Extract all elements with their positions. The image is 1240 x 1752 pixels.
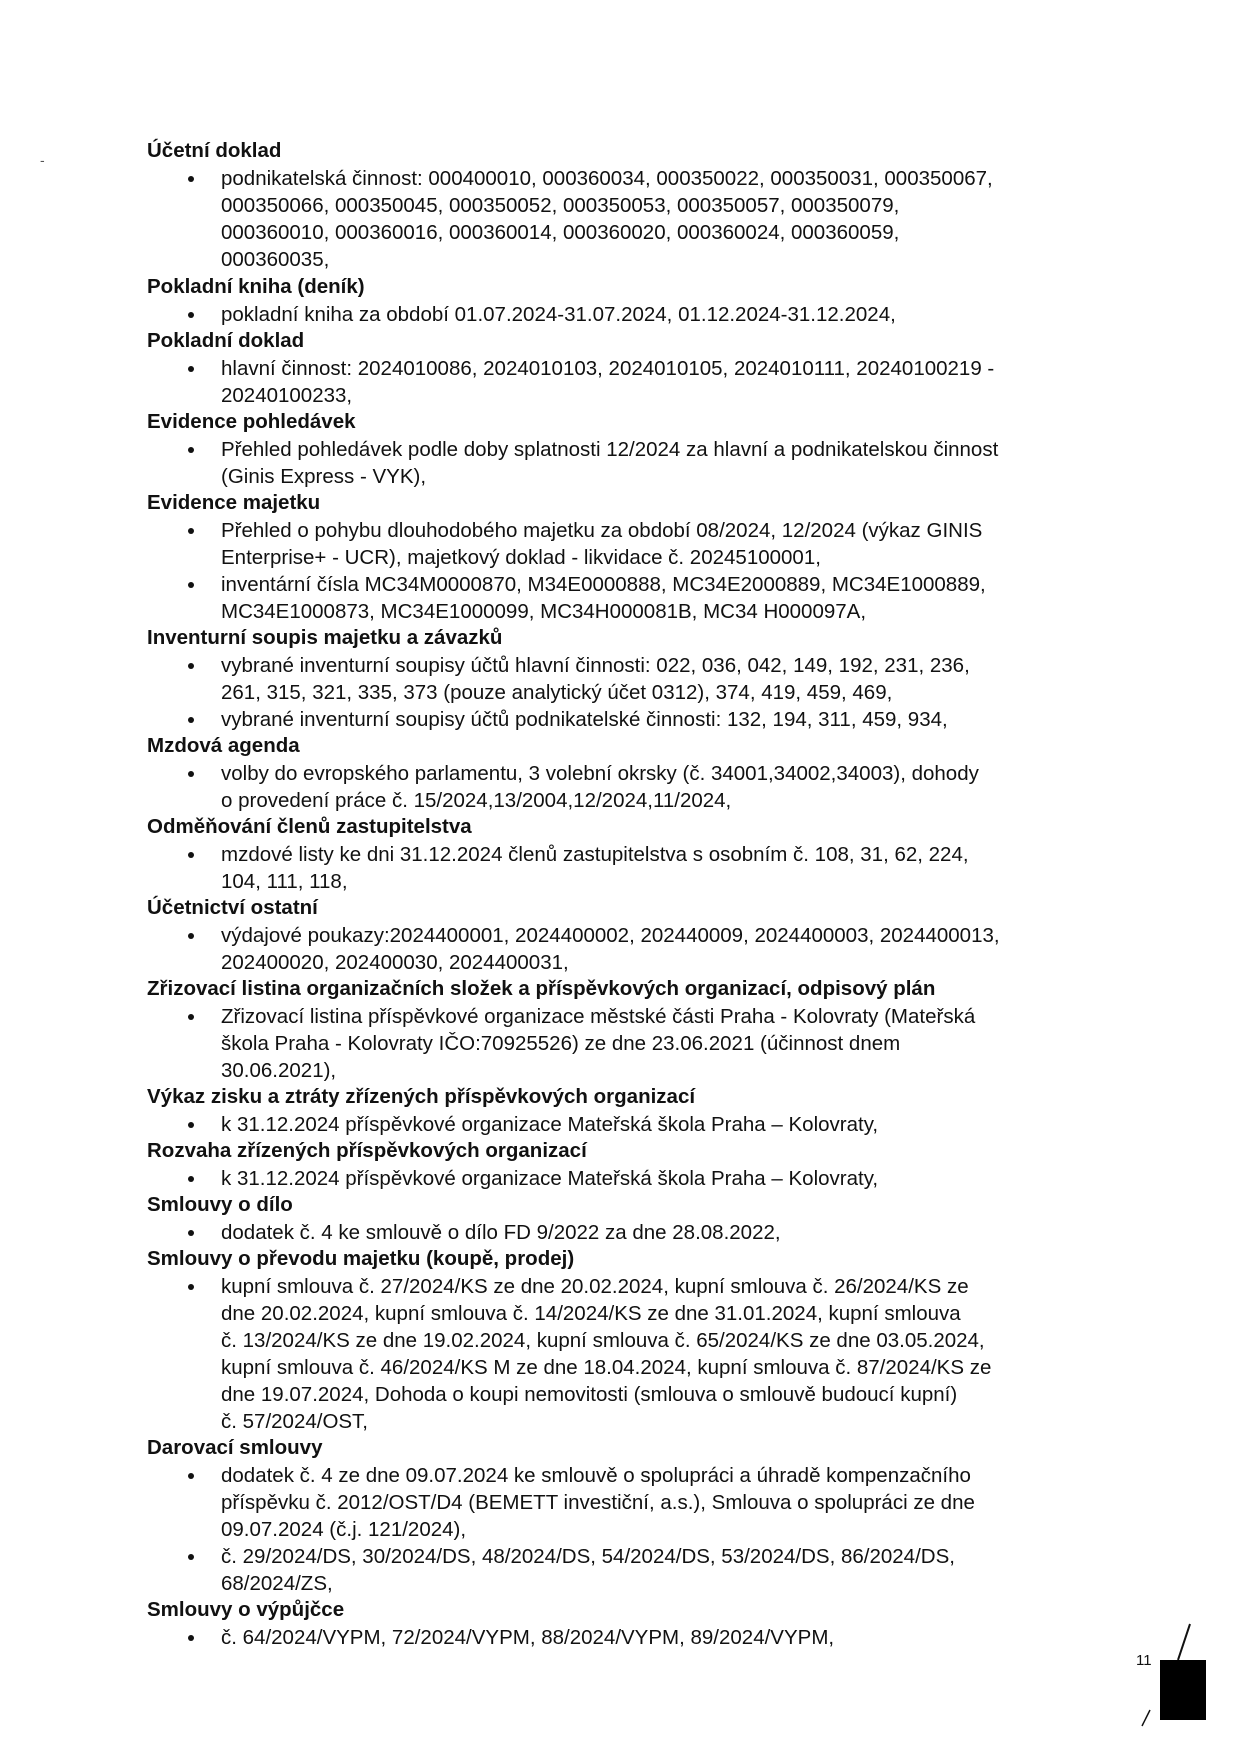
- section-heading: Evidence pohledávek: [147, 410, 356, 433]
- bullet-icon: [188, 933, 194, 939]
- section-heading: Smlouvy o výpůjčce: [147, 1598, 345, 1621]
- bullet-icon: [188, 1473, 194, 1479]
- section-heading: Evidence majetku: [147, 491, 321, 514]
- list-item-text: inventární čísla MC34M0000870, M34E0000888, MC34E2000889, MC34E1000889, MC34E1000873, MC34E1000099, MC34H000081B, MC34 H000097A,: [221, 573, 986, 623]
- section-heading: Rozvaha zřízených příspěvkových organizací: [147, 1139, 587, 1162]
- bullet-icon: [188, 717, 194, 723]
- list-item-text: podnikatelská činnost: 000400010, 000360034, 000350022, 000350031, 000350067, 000350066, 000350045, 000350052, 000350053, 000350057, 000350079, 000360010, 000360016, 000360014, 000360020, 000360024, 000360059, 000360035,: [221, 167, 993, 271]
- section-heading: Mzdová agenda: [147, 734, 300, 757]
- section-heading: Odměňování členů zastupitelstva: [147, 815, 472, 838]
- list-item-text: č. 29/2024/DS, 30/2024/DS, 48/2024/DS, 54/2024/DS, 53/2024/DS, 86/2024/DS, 68/2024/ZS,: [221, 1545, 955, 1595]
- section-heading: Darovací smlouvy: [147, 1436, 323, 1459]
- section-heading: Pokladní kniha (deník): [147, 275, 365, 298]
- bullet-icon: [188, 1284, 194, 1290]
- page-number: 11: [1136, 1652, 1152, 1669]
- bullet-icon: [188, 312, 194, 318]
- list-item-text: hlavní činnost: 2024010086, 2024010103, 2024010105, 2024010111, 20240100219 - 20240100233,: [221, 357, 995, 407]
- list-item-text: Přehled o pohybu dlouhodobého majetku za období 08/2024, 12/2024 (výkaz GINIS Enterprise+ - UCR), majetkový doklad - likvidace č. 20245100001,: [221, 519, 983, 569]
- section-heading: Inventurní soupis majetku a závazků: [147, 626, 503, 649]
- bullet-icon: [188, 771, 194, 777]
- list-item-text: pokladní kniha za období 01.07.2024-31.07.2024, 01.12.2024-31.12.2024,: [221, 303, 896, 326]
- list-item-text: č. 64/2024/VYPM, 72/2024/VYPM, 88/2024/VYPM, 89/2024/VYPM,: [221, 1626, 835, 1649]
- section-heading: Účetnictví ostatní: [147, 896, 318, 919]
- bullet-icon: [188, 1230, 194, 1236]
- list-item-text: kupní smlouva č. 27/2024/KS ze dne 20.02.2024, kupní smlouva č. 26/2024/KS ze dne 20.02.2024, kupní smlouva č. 14/2024/KS ze dne 31.01.2024, kupní smlouva č. 13/2024/KS ze dne 19.02.2024, kupní smlouva č. 65/2024/KS ze dne 03.05.2024, kupní smlouva č. 46/2024/KS M ze dne 18.04.2024, kupní smlouva č. 87/2024/KS ze dne 19.07.2024, Dohoda o koupi nemovitosti (smlouva o smlouvě budoucí kupní) č. 57/2024/OST,: [221, 1275, 992, 1433]
- list-item-text: volby do evropského parlamentu, 3 volební okrsky (č. 34001,34002,34003), dohody o provedení práce č. 15/2024,13/2004,12/2024,11/2024,: [221, 762, 979, 812]
- list-item-text: Přehled pohledávek podle doby splatnosti 12/2024 za hlavní a podnikatelskou činnost (Ginis Express - VYK),: [221, 438, 999, 488]
- bullet-icon: [188, 1635, 194, 1641]
- list-item-text: mzdové listy ke dni 31.12.2024 členů zastupitelstva s osobním č. 108, 31, 62, 224, 104, 111, 118,: [221, 843, 969, 893]
- section-heading: Zřizovací listina organizačních složek a příspěvkových organizací, odpisový plán: [147, 977, 936, 1000]
- list-item-text: vybrané inventurní soupisy účtů podnikatelské činnosti: 132, 194, 311, 459, 934,: [221, 708, 948, 731]
- bullet-icon: [188, 528, 194, 534]
- list-item-text: k 31.12.2024 příspěvkové organizace Mateřská škola Praha – Kolovraty,: [221, 1167, 879, 1190]
- list-item-text: k 31.12.2024 příspěvkové organizace Mateřská škola Praha – Kolovraty,: [221, 1113, 879, 1136]
- section-heading: Účetní doklad: [147, 139, 282, 162]
- list-item-text: dodatek č. 4 ke smlouvě o dílo FD 9/2022 za dne 28.08.2022,: [221, 1221, 781, 1244]
- bullet-icon: [188, 176, 194, 182]
- bullet-icon: [188, 447, 194, 453]
- bullet-icon: [188, 663, 194, 669]
- margin-mark: -: [40, 152, 45, 168]
- section-heading: Pokladní doklad: [147, 329, 305, 352]
- section-heading: Smlouvy o převodu majetku (koupě, prodej): [147, 1247, 575, 1270]
- bullet-icon: [188, 1554, 194, 1560]
- bullet-icon: [188, 366, 194, 372]
- bullet-icon: [188, 1122, 194, 1128]
- list-item-text: Zřizovací listina příspěvkové organizace městské části Praha - Kolovraty (Mateřská škola Praha - Kolovraty IČO:70925526) ze dne 23.06.2021 (účinnost dnem 30.06.2021),: [221, 1005, 976, 1082]
- bullet-icon: [188, 1176, 194, 1182]
- list-item-text: vybrané inventurní soupisy účtů hlavní činnosti: 022, 036, 042, 149, 192, 231, 236, 261, 315, 321, 335, 373 (pouze analytický účet 0312), 374, 419, 459, 469,: [221, 654, 970, 704]
- list-item-text: výdajové poukazy:2024400001, 2024400002, 202440009, 2024400003, 2024400013, 202400020, 202400030, 2024400031,: [221, 924, 1000, 974]
- section-heading: Smlouvy o dílo: [147, 1193, 293, 1216]
- list-item-text: dodatek č. 4 ze dne 09.07.2024 ke smlouvě o spolupráci a úhradě kompenzačního příspěvku č. 2012/OST/D4 (BEMETT investiční, a.s.), Smlouva o spolupráci ze dne 09.07.2024 (č.j. 121/2024),: [221, 1464, 975, 1541]
- section-heading: Výkaz zisku a ztráty zřízených příspěvkových organizací: [147, 1085, 696, 1108]
- bullet-icon: [188, 852, 194, 858]
- bullet-icon: [188, 1014, 194, 1020]
- redaction-box: [1160, 1660, 1206, 1720]
- bullet-icon: [188, 582, 194, 588]
